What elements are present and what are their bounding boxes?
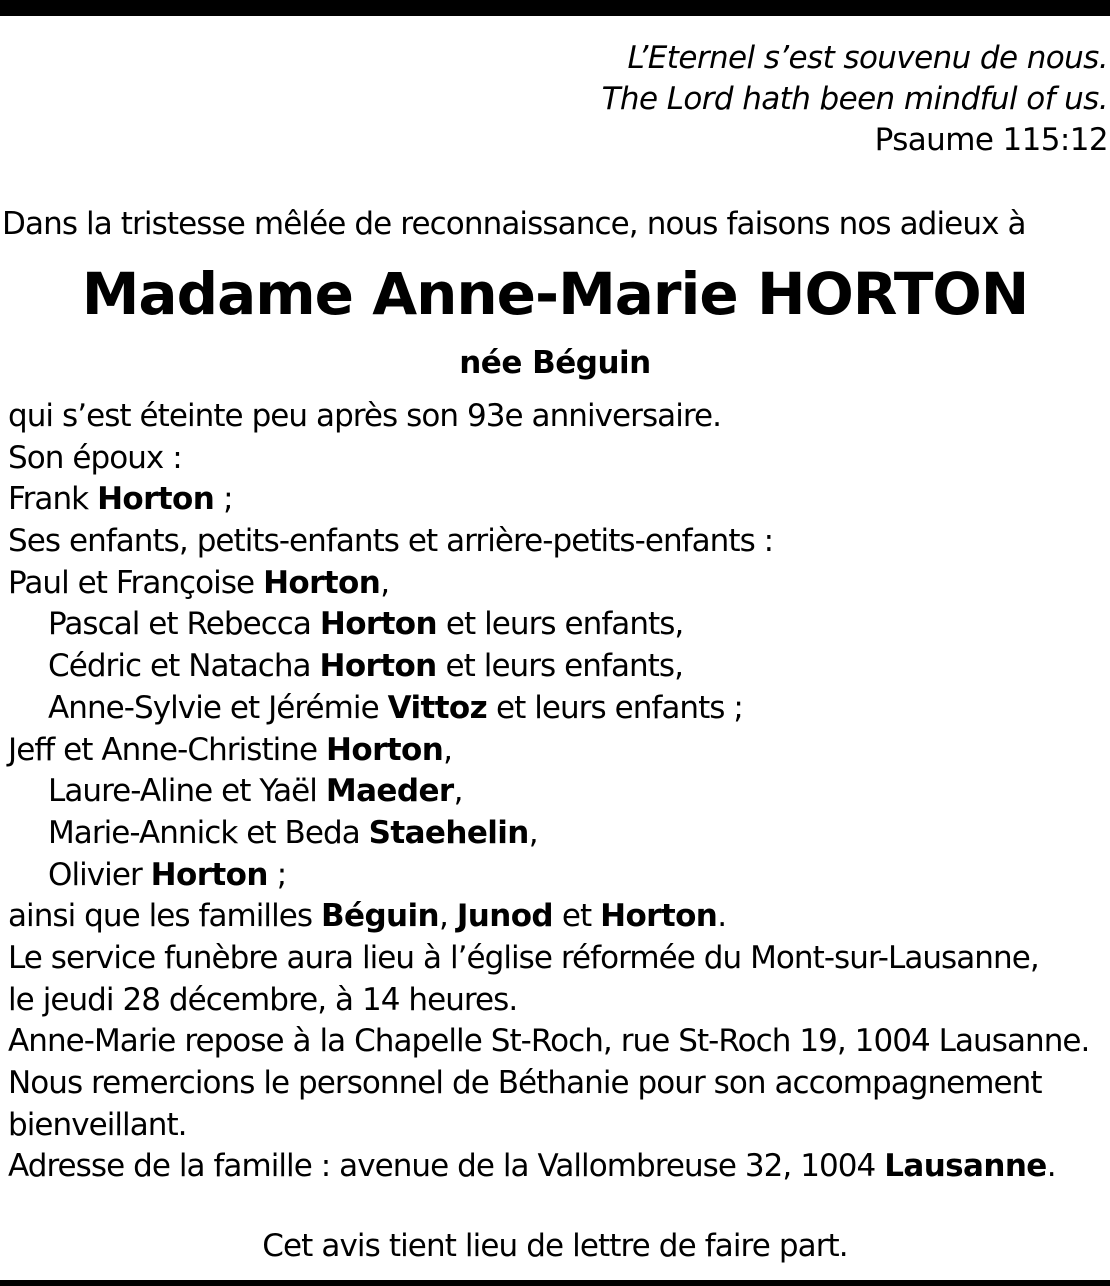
address-punct: . [1046,1148,1056,1185]
spouse-first-name: Frank [8,481,89,518]
family-first-names: Laure-Aline et Yaël [48,773,317,810]
rest-line: Anne-Marie repose à la Chapelle St-Roch, rue St-Roch 19, 1004 Lausanne. [8,1023,1090,1060]
family-surname: Junod [456,898,553,935]
bottom-rule [0,1280,1110,1286]
announcement-body [8,396,1108,1188]
family-punct: ; [267,856,287,893]
families-prefix: ainsi que les familles [8,898,313,935]
family-surname: Horton [319,606,437,643]
family-first-names: Cédric et Natacha [48,648,311,685]
deceased-name: Madame Anne-Marie HORTON [81,260,1029,328]
family-line-1c [8,688,1108,730]
family-first-names: Pascal et Rebecca [48,606,311,643]
family-surname: Béguin [321,898,440,935]
verse-line-french: L’Eternel s’est souvenu de nous. [627,40,1108,76]
family-first-names: Paul et Françoise [8,564,255,601]
spouse-punct: ; [214,481,233,518]
family-surname: Staehelin [368,814,529,851]
family-punct: et leurs enfants, [436,606,684,643]
family-line-2b [8,813,1108,855]
family-line-2a [8,771,1108,813]
family-surname: Horton [319,648,437,685]
family-line-2c [8,855,1108,897]
family-line-2 [8,730,1108,772]
family-punct: et leurs enfants, [436,648,683,685]
family-first-names: Jeff et Anne-Christine [8,731,318,768]
spouse-last-name: Horton [97,481,215,518]
bible-verse [602,38,1108,161]
family-first-names: Marie-Annick et Beda [48,814,360,851]
address-city: Lausanne [884,1148,1047,1185]
family-surname: Horton [600,898,718,935]
family-line-1b [8,646,1108,688]
families-punct: . [717,898,727,935]
verse-reference: Psaume 115:12 [874,122,1108,158]
family-surname: Maeder [325,773,454,810]
top-rule [0,0,1110,16]
family-surname: Horton [326,731,444,768]
families-separator: et [553,898,601,935]
family-line-1 [8,563,1108,605]
spouse-line [8,479,1108,521]
intro-text: Dans la tristesse mêlée de reconnaissance, nous faisons nos adieux à [2,206,1026,242]
family-surname: Horton [150,856,268,893]
family-first-names: Anne-Sylvie et Jérémie [48,689,379,726]
family-punct: , [380,564,390,601]
families-separator: , [439,898,457,935]
thanks-line-2: bienveillant. [8,1106,187,1143]
age-line: qui s’est éteinte peu après son 93e anniversaire. [8,398,721,434]
maiden-name: née Béguin [459,345,651,381]
closing-note: Cet avis tient lieu de lettre de faire part. [262,1228,848,1264]
family-address-line [8,1146,1108,1188]
family-punct: , [528,814,538,851]
family-punct: , [443,731,453,768]
extended-families-line [8,896,1108,938]
thanks-line-1: Nous remercions le personnel de Béthanie pour son accompagnement [8,1065,1042,1101]
family-first-names: Olivier [48,856,142,893]
verse-line-english: The Lord hath been mindful of us. [601,81,1108,117]
family-label: Ses enfants, petits-enfants et arrière-petits-enfants : [8,523,774,560]
family-surname: Vittoz [387,689,488,726]
family-punct: , [453,773,463,810]
service-line-1: Le service funèbre aura lieu à l’église réformée du Mont-sur-Lausanne, [8,939,1039,976]
spouse-label: Son époux : [8,439,182,476]
service-line-2: le jeudi 28 décembre, à 14 heures. [8,981,518,1018]
address-text: Adresse de la famille : avenue de la Vallombreuse 32, 1004 [8,1148,876,1185]
family-line-1a [8,604,1108,646]
family-surname: Horton [263,564,381,601]
family-punct: et leurs enfants ; [487,689,743,726]
